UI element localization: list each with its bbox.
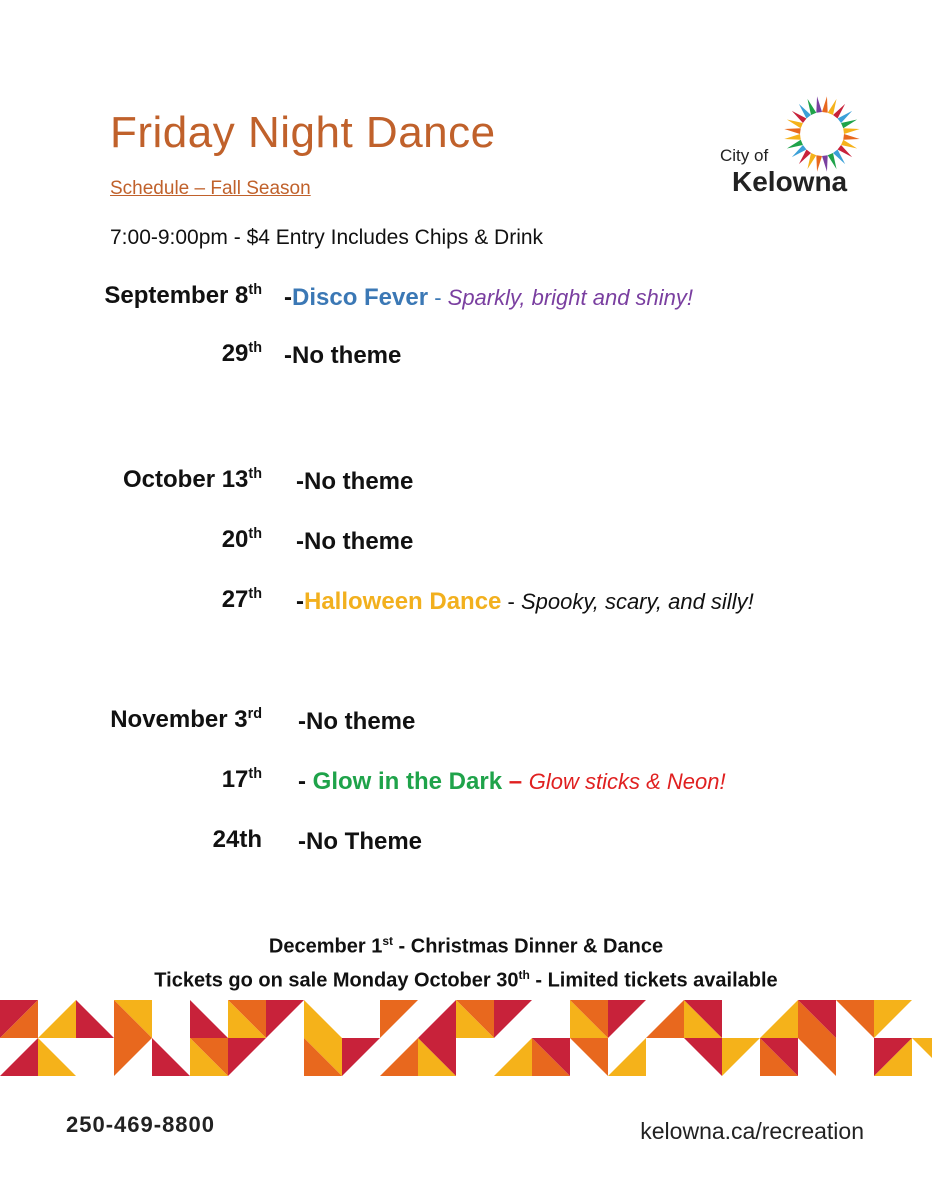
banner-triangle bbox=[608, 1000, 646, 1038]
logo-ray bbox=[828, 99, 837, 115]
schedule-date bbox=[123, 466, 262, 494]
schedule-theme bbox=[284, 342, 401, 370]
logo-ray bbox=[807, 99, 816, 115]
date-text: October 13 bbox=[123, 466, 249, 493]
banner-triangle bbox=[646, 1000, 684, 1038]
banner-triangle bbox=[494, 1038, 532, 1076]
banner-triangle bbox=[114, 1038, 152, 1076]
triangle-pattern-banner bbox=[0, 1000, 932, 1076]
date-suffix: th bbox=[248, 586, 262, 602]
theme-separator: – bbox=[502, 768, 529, 795]
logo-text-kelowna: Kelowna bbox=[732, 166, 848, 197]
theme-dash: - bbox=[284, 284, 292, 311]
theme-separator: - bbox=[428, 285, 448, 310]
theme-name: No theme bbox=[292, 342, 402, 369]
website-link[interactable]: kelowna.ca/recreation bbox=[640, 1118, 864, 1144]
banner-triangle bbox=[152, 1038, 190, 1076]
date-text: September 8 bbox=[104, 282, 249, 309]
logo-ray bbox=[784, 134, 800, 140]
banner-triangle bbox=[0, 1038, 38, 1076]
banner-triangle bbox=[228, 1038, 266, 1076]
banner-triangle bbox=[38, 1000, 76, 1038]
logo-ray bbox=[784, 128, 800, 134]
schedule-date bbox=[222, 766, 262, 794]
theme-dash: - bbox=[284, 342, 292, 369]
date-text: 20 bbox=[221, 526, 249, 553]
tickets-date: Tickets go on sale Monday October 30 bbox=[154, 969, 519, 992]
banner-triangle bbox=[798, 1038, 836, 1076]
kelowna-sun-logo-icon bbox=[782, 94, 862, 174]
banner-triangle bbox=[304, 1000, 342, 1038]
theme-name: Glow in the Dark bbox=[312, 768, 503, 795]
page-title: Friday Night Dance bbox=[110, 108, 496, 157]
theme-name: No theme bbox=[306, 708, 416, 735]
tickets-text: - Limited tickets available bbox=[529, 969, 778, 992]
banner-triangle bbox=[570, 1038, 608, 1076]
banner-triangle bbox=[38, 1038, 76, 1076]
theme-separator: - bbox=[501, 589, 521, 614]
date-suffix: th bbox=[248, 766, 262, 782]
schedule-date bbox=[110, 706, 262, 734]
schedule-theme bbox=[298, 768, 726, 796]
theme-dash: - bbox=[296, 528, 304, 555]
theme-name: No theme bbox=[304, 528, 414, 555]
banner-triangle bbox=[760, 1000, 798, 1038]
banner-triangle bbox=[342, 1038, 380, 1076]
event-info: 7:00-9:00pm - $4 Entry Includes Chips & Drink bbox=[110, 226, 544, 249]
theme-name: No Theme bbox=[306, 828, 423, 855]
banner-triangle bbox=[266, 1000, 304, 1038]
banner-triangle bbox=[494, 1000, 532, 1038]
date-suffix: th bbox=[248, 282, 262, 298]
banner-triangle bbox=[380, 1038, 418, 1076]
tickets-sup: th bbox=[518, 968, 530, 982]
schedule-theme bbox=[296, 588, 754, 616]
date-suffix: rd bbox=[247, 706, 262, 722]
banner-triangle bbox=[76, 1000, 114, 1038]
theme-dash: - bbox=[298, 828, 306, 855]
theme-dash: - bbox=[296, 468, 304, 495]
banner-triangle bbox=[608, 1038, 646, 1076]
logo-ray bbox=[843, 134, 859, 140]
banner-triangle bbox=[912, 1038, 932, 1076]
schedule-date bbox=[104, 282, 262, 310]
theme-dash: - bbox=[298, 708, 306, 735]
logo-ray bbox=[816, 96, 822, 112]
logo-ray bbox=[843, 128, 859, 134]
banner-triangle bbox=[380, 1000, 418, 1038]
date-suffix: th bbox=[248, 466, 262, 482]
theme-description: Spooky, scary, and silly! bbox=[520, 589, 754, 614]
date-text: 29 bbox=[221, 340, 249, 367]
christmas-sup: st bbox=[382, 934, 393, 948]
schedule-date bbox=[222, 340, 262, 368]
schedule-theme bbox=[296, 528, 413, 556]
theme-description: Glow sticks & Neon! bbox=[528, 769, 726, 794]
theme-description: Sparkly, bright and shiny! bbox=[447, 285, 694, 310]
schedule-theme bbox=[298, 708, 415, 736]
date-suffix: th bbox=[248, 526, 262, 542]
banner-triangle bbox=[874, 1000, 912, 1038]
banner-triangle bbox=[684, 1038, 722, 1076]
date-text: 17 bbox=[221, 766, 249, 793]
logo-ray bbox=[787, 119, 803, 128]
logo-ray bbox=[841, 119, 857, 128]
banner-triangle bbox=[190, 1000, 228, 1038]
banner-triangle bbox=[836, 1000, 874, 1038]
logo-text-city: City of bbox=[720, 146, 769, 165]
date-text: 27 bbox=[221, 586, 249, 613]
date-text: November 3 bbox=[110, 706, 248, 733]
schedule-date bbox=[222, 526, 262, 554]
logo-ray bbox=[787, 140, 803, 149]
schedule-theme bbox=[298, 828, 422, 856]
tickets-line bbox=[0, 968, 932, 993]
banner-triangle bbox=[722, 1038, 760, 1076]
city-logo bbox=[718, 94, 878, 204]
theme-dash: - bbox=[298, 768, 313, 795]
schedule-date bbox=[222, 586, 262, 614]
schedule-theme bbox=[284, 284, 693, 312]
logo-ray bbox=[841, 140, 857, 149]
schedule-theme bbox=[296, 468, 413, 496]
banner-triangle bbox=[418, 1000, 456, 1038]
theme-name: No theme bbox=[304, 468, 414, 495]
date-text: 24th bbox=[212, 826, 262, 853]
date-suffix: th bbox=[248, 340, 262, 356]
christmas-text: - Christmas Dinner & Dance bbox=[393, 935, 664, 958]
christmas-line bbox=[0, 934, 932, 959]
theme-name: Disco Fever bbox=[292, 284, 429, 311]
schedule-subtitle: Schedule – Fall Season bbox=[110, 178, 311, 199]
christmas-date: December 1 bbox=[268, 935, 383, 958]
phone-number: 250-469-8800 bbox=[66, 1112, 216, 1137]
schedule-date bbox=[213, 826, 262, 854]
theme-dash: - bbox=[296, 588, 304, 615]
logo-ray bbox=[822, 96, 828, 112]
theme-name: Halloween Dance bbox=[304, 588, 502, 615]
